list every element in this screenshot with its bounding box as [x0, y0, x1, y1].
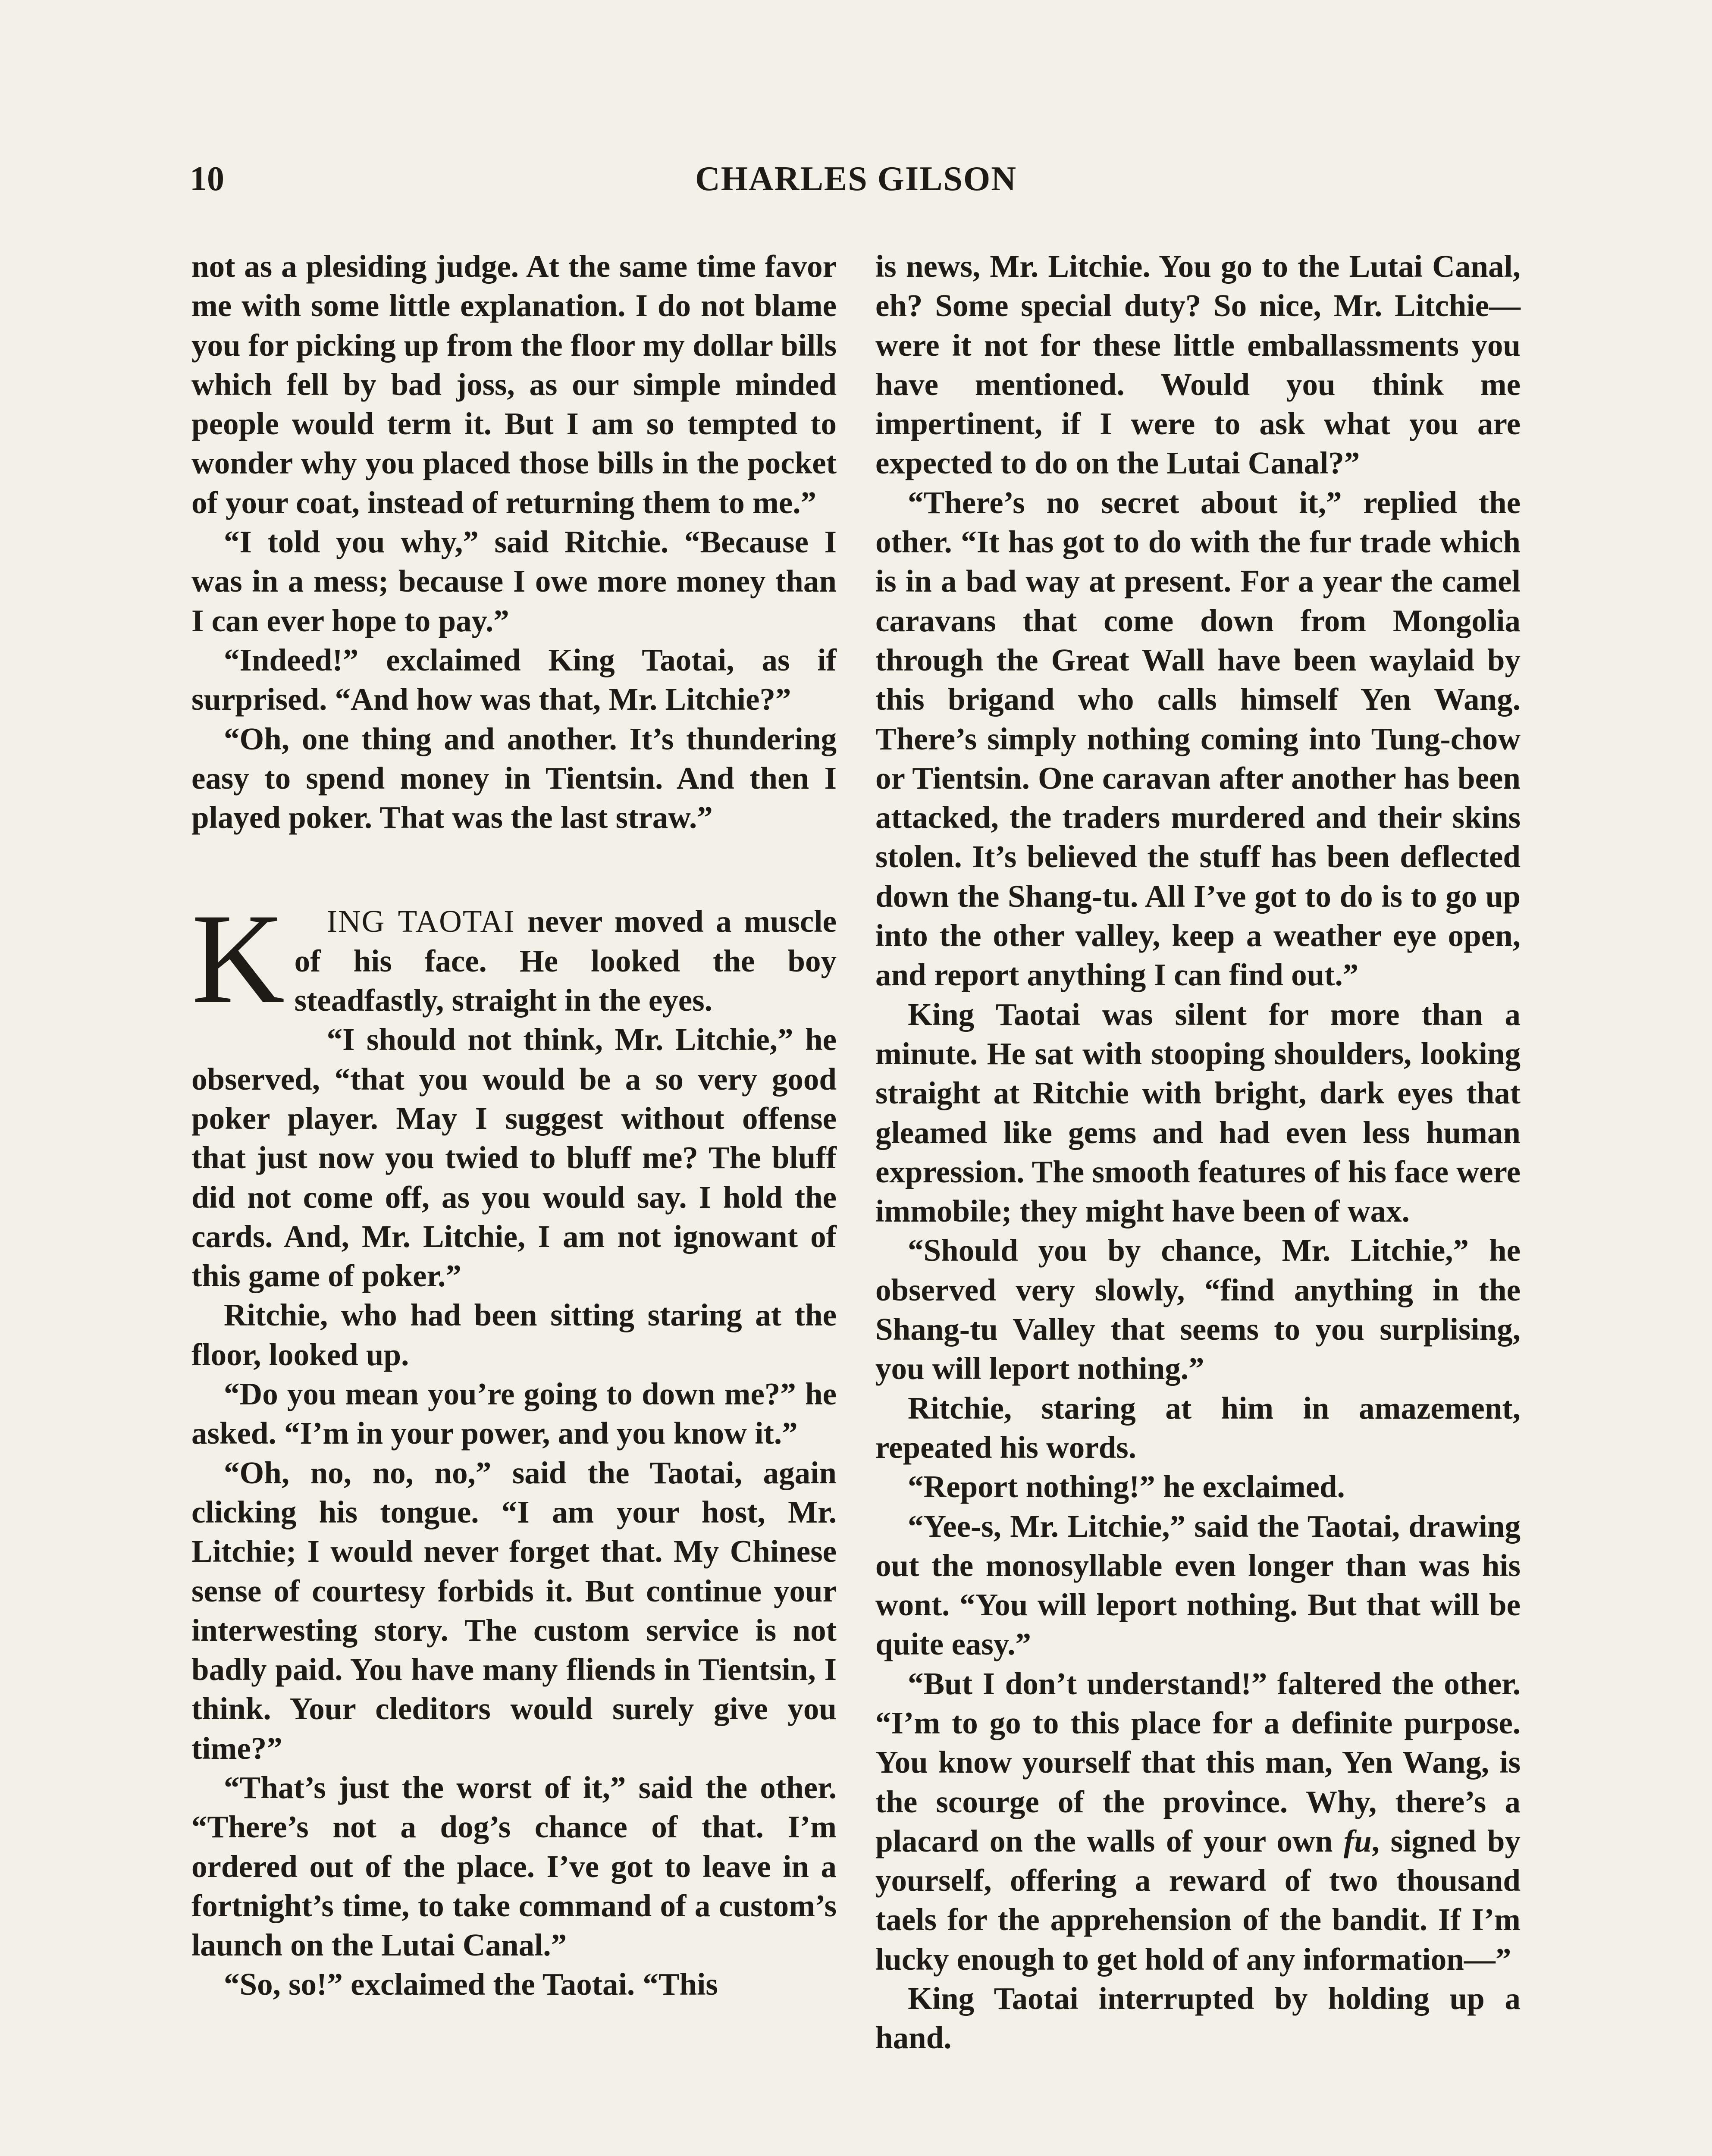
- paragraph: “I should not think, Mr. Litchie,” he observed, “that you would be a so very good poker player. May I suggest without offense that just now you twied to bluff me? The bluff did not come off, as you would say. I hold the cards. And, Mr. Litchie, I am not ignowant of this game of poker.”: [191, 1022, 837, 1294]
- paragraph-text: , signed by yourself, offering a reward of two thousand taels for the apprehension of the bandit. If I’m lucky enough to get hold of any information—”: [875, 1823, 1521, 1977]
- paragraph: “Oh, one thing and another. It’s thundering easy to spend money in Tientsin. And then I played poker. That was the last straw.”: [191, 721, 837, 835]
- section-start: [191, 887, 837, 1031]
- paragraph: “Oh, no, no, no,” said the Taotai, again clicking his tongue. “I am your host, Mr. Litchie; I would never forget that. My Chinese sense of courtesy forbids it. But continue your interwesting story. The custom service is not badly paid. You have many fliends in Tientsin, I think. Your cleditors would surely give you time?”: [191, 1455, 837, 1766]
- paragraph-text: never moved a muscle of his face. He looked the boy steadfastly, straight in the eyes.: [294, 904, 837, 1018]
- paragraph: “I told you why,” said Ritchie. “Because I was in a mess; because I owe more money than I can ever hope to pay.”: [191, 524, 837, 638]
- paragraph: is news, Mr. Litchie. You go to the Lutai Canal, eh? Some special duty? So nice, Mr. Litchie—were it not for these little emballassments you have mentioned. Would you think me impertinent, if I were to ask what you are expected to do on the Lutai Canal?”: [875, 249, 1521, 481]
- paragraph: not as a plesiding judge. At the same time favor me with some little explanation. I do not blame you for picking up from the floor my dollar bills which fell by bad joss, as our simple minded people would term it. But I am so tempted to wonder why you placed those bills in the pocket of your coat, instead of returning them to me.”: [191, 249, 837, 520]
- paragraph: King Taotai was silent for more than a minute. He sat with stooping shoulders, looking straight at Ritchie with bright, dark eyes that gleamed like gems and had even less human expression. The smooth features of his face were immobile; they might have been of wax.: [875, 997, 1521, 1229]
- small-caps-lead: ING TAOTAI: [326, 904, 515, 939]
- paragraph: “Indeed!” exclaimed King Taotai, as if surprised. “And how was that, Mr. Litchie?”: [191, 642, 837, 717]
- paragraph: Ritchie, staring at him in amazement, repeated his words.: [875, 1390, 1521, 1465]
- paragraph: “Report nothing!” he exclaimed.: [908, 1469, 1345, 1504]
- drop-cap: K: [191, 887, 285, 1031]
- paragraph: “So, so!” exclaimed the Taotai. “This: [224, 1967, 718, 2002]
- left-column: [191, 247, 837, 2004]
- paragraph: “That’s just the worst of it,” said the other. “There’s not a dog’s chance of that. I’m ordered out of the place. I’ve got to leave in a fortnight’s time, to take command of a custom’s launch on the Lutai Canal.”: [191, 1770, 837, 1963]
- page-number: 10: [190, 160, 224, 198]
- paragraph: [191, 887, 837, 1031]
- paragraph: “Yee-s, Mr. Litchie,” said the Taotai, drawing out the monosyllable even longer than was his wont. “You will leport nothing. But that will be quite easy.”: [875, 1508, 1521, 1662]
- paragraph: [875, 1664, 1521, 1979]
- paragraph: “Do you mean you’re going to down me?” he asked. “I’m in your power, and you know it.”: [191, 1376, 837, 1451]
- page-header: [0, 155, 1712, 203]
- paragraph: King Taotai interrupted by holding up a hand.: [875, 1981, 1521, 2056]
- right-column: [875, 247, 1521, 2058]
- paragraph-text: “But I don’t understand!” faltered the other. “I’m to go to this place for a definite purpose. You know yourself that this man, Yen Wang, is the scourge of the province. Why, there’s a placard on the walls of your own: [875, 1666, 1521, 1858]
- paragraph: “There’s no secret about it,” replied the other. “It has got to do with the fur trade which is in a bad way at present. For a year the camel caravans that come down from Mongolia through the Great Wall have been waylaid by this brigand who calls himself Yen Wang. There’s simply nothing coming into Tung-chow or Tientsin. One caravan after another has been attacked, the traders murdered and their skins stolen. It’s believed the stuff has been deflected down the Shang-tu. All I’ve got to do is to go up into the other valley, keep a weather eye open, and report anything I can find out.”: [875, 485, 1521, 993]
- running-head: CHARLES GILSON: [695, 160, 1017, 198]
- italic-word: fu: [1343, 1823, 1372, 1858]
- paragraph: Ritchie, who had been sitting staring at the floor, looked up.: [191, 1297, 837, 1372]
- paragraph: “Should you by chance, Mr. Litchie,” he observed very slowly, “find anything in the Shang-tu Valley that seems to you surplising, you will leport nothing.”: [875, 1233, 1521, 1386]
